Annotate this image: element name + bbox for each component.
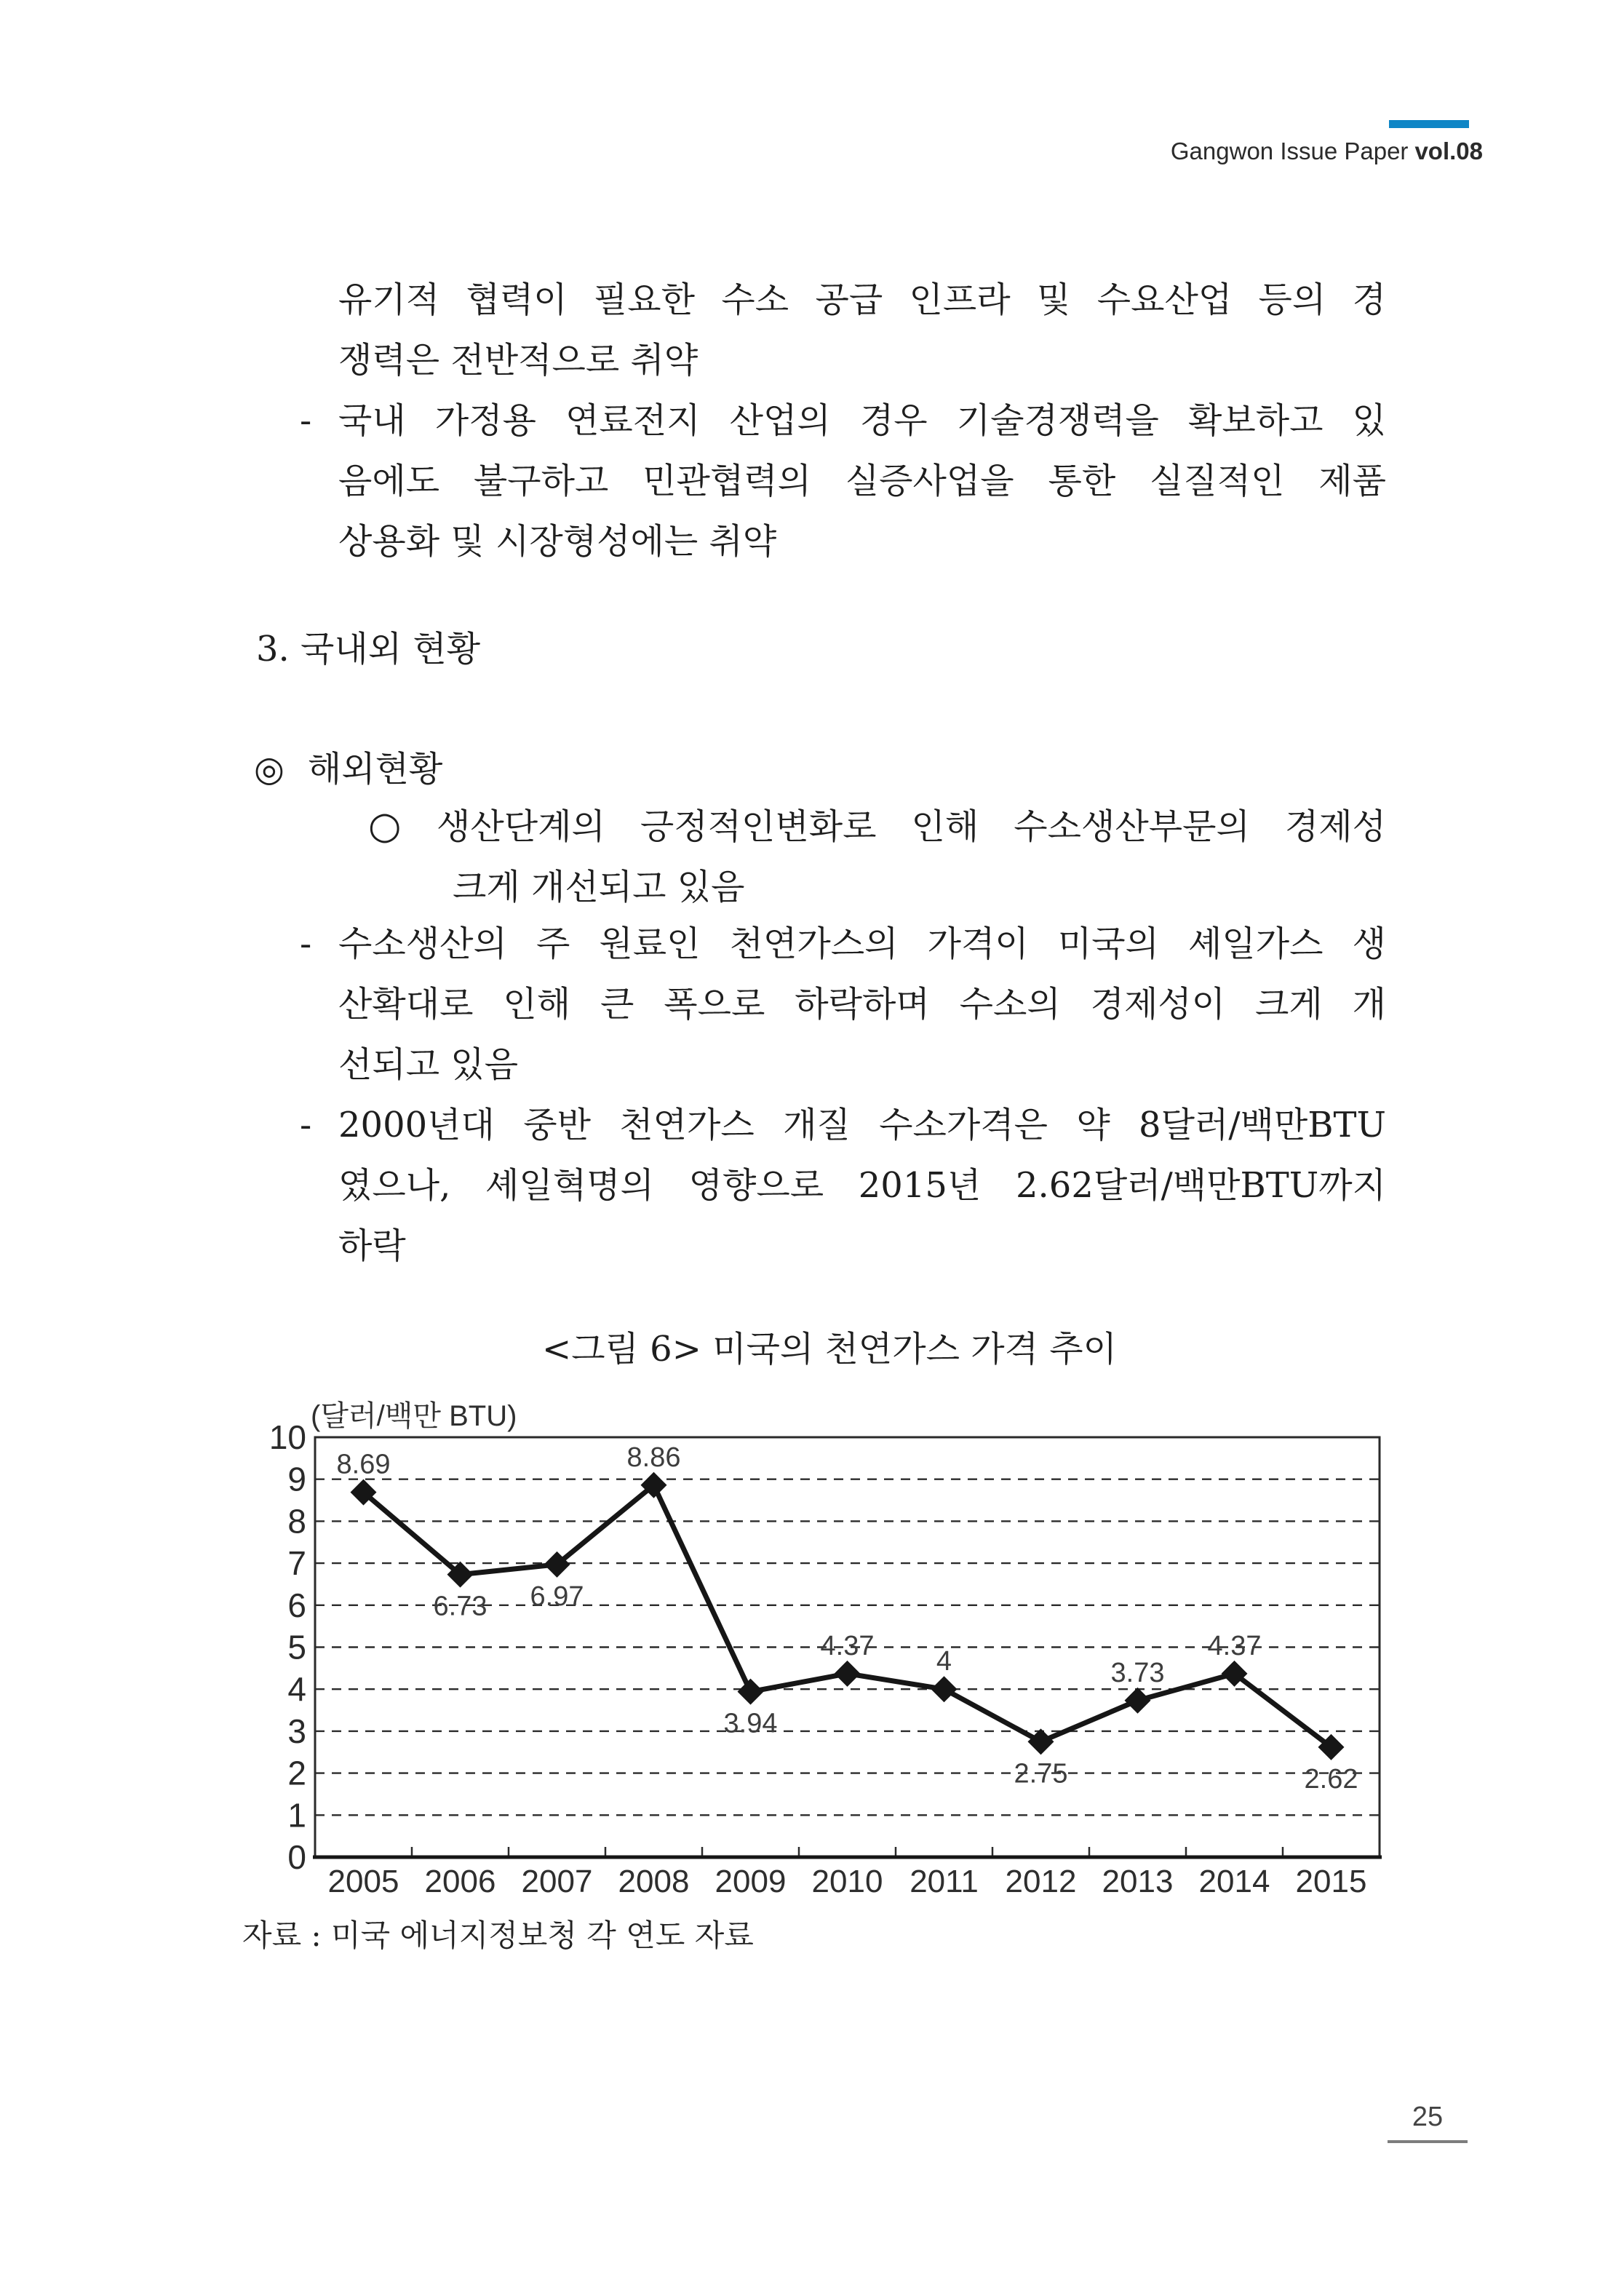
x-tick-label: 2005 [327,1864,399,1899]
data-value-label: 6.97 [530,1581,584,1612]
figure-source: 자료 : 미국 에너지정보청 각 연도 자료 [242,1918,754,1953]
data-value-label: 6.73 [433,1591,487,1622]
data-value-label: 4.37 [1207,1630,1262,1661]
body-line: 쟁력은 전반적으로 취약 [338,340,698,381]
body-line: 국내 가정용 연료전지 산업의 경우 기술경쟁력을 확보하고 있 [338,400,1386,441]
data-value-label: 3.73 [1110,1657,1165,1688]
dash-bullet: - [300,923,312,964]
data-value-label: 8.86 [626,1442,681,1473]
body-line: 유기적 협력이 필요한 수소 공급 인프라 및 수요산업 등의 경 [338,279,1386,320]
data-value-label: 4.37 [820,1630,875,1661]
body-line: 상용화 및 시장형성에는 취약 [338,521,777,562]
x-tick-label: 2013 [1102,1864,1174,1899]
subsection-label: 해외현황 [307,749,443,790]
y-tick-label: 8 [287,1502,306,1541]
body-line: 생산단계의 긍정적인변화로 인해 수소생산부문의 경제성 [437,806,1386,847]
dash-bullet: - [300,1105,312,1145]
data-value-label: 3.94 [723,1708,778,1739]
x-tick-label: 2009 [715,1864,787,1899]
body-line: 수소생산의 주 원료인 천연가스의 가격이 미국의 셰일가스 생 [338,923,1386,964]
data-value-label: 8.69 [336,1449,391,1480]
x-tick-label: 2012 [1005,1864,1077,1899]
header-volume: vol.08 [1414,138,1483,164]
body-line: 음에도 불구하고 민관협력의 실증사업을 통한 실질적인 제품 [338,461,1386,501]
x-tick-label: 2007 [521,1864,593,1899]
header-accent-bar [1389,120,1469,128]
header-title [1171,137,1483,166]
x-tick-label: 2006 [424,1864,496,1899]
y-tick-label: 10 [268,1418,306,1456]
body-line: 산확대로 인해 큰 폭으로 하락하며 수소의 경제성이 크게 개 [338,984,1386,1025]
subsection-heading [254,739,442,800]
body-line: 였으나, 셰일혁명의 영향으로 2015년 2.62달러/백만BTU까지 [338,1165,1386,1206]
section-heading: 3. 국내외 현황 [256,629,481,669]
y-tick-label: 6 [287,1586,306,1624]
x-tick-label: 2010 [811,1864,883,1899]
dash-bullet: - [300,400,312,441]
double-circle-bullet: ◎ [254,749,284,790]
body-line: 2000년대 중반 천연가스 개질 수소가격은 약 8달러/백만BTU [338,1105,1386,1145]
x-tick-label: 2011 [909,1864,979,1899]
data-value-label: 2.75 [1014,1758,1068,1789]
header-brand: Gangwon Issue Paper [1170,138,1409,164]
y-tick-label: 5 [287,1628,306,1666]
data-value-label: 2.62 [1304,1763,1358,1795]
page-number-rule [1388,2140,1468,2143]
circle-bullet: ○ [368,804,402,848]
x-tick-label: 2015 [1295,1864,1367,1899]
body-line: 하락 [338,1225,406,1266]
y-tick-label: 2 [287,1754,306,1792]
y-axis-unit-label: (달러/백만 BTU) [311,1400,517,1432]
data-value-label: 4 [936,1646,952,1677]
page-number: 25 [1412,2102,1444,2132]
y-tick-label: 9 [287,1460,306,1498]
x-tick-label: 2008 [618,1864,690,1899]
body-line: 선되고 있음 [338,1044,519,1085]
body-line: 크게 개선되고 있음 [453,867,745,907]
x-tick-label: 2014 [1198,1864,1270,1899]
natural-gas-price-line-chart [258,1394,1393,1910]
y-tick-label: 4 [287,1670,306,1709]
y-tick-label: 1 [287,1796,306,1835]
y-tick-label: 0 [287,1838,306,1876]
y-tick-label: 3 [287,1712,306,1750]
y-tick-label: 7 [287,1544,306,1583]
figure-caption: <그림 6> 미국의 천연가스 가격 추이 [541,1329,1118,1370]
